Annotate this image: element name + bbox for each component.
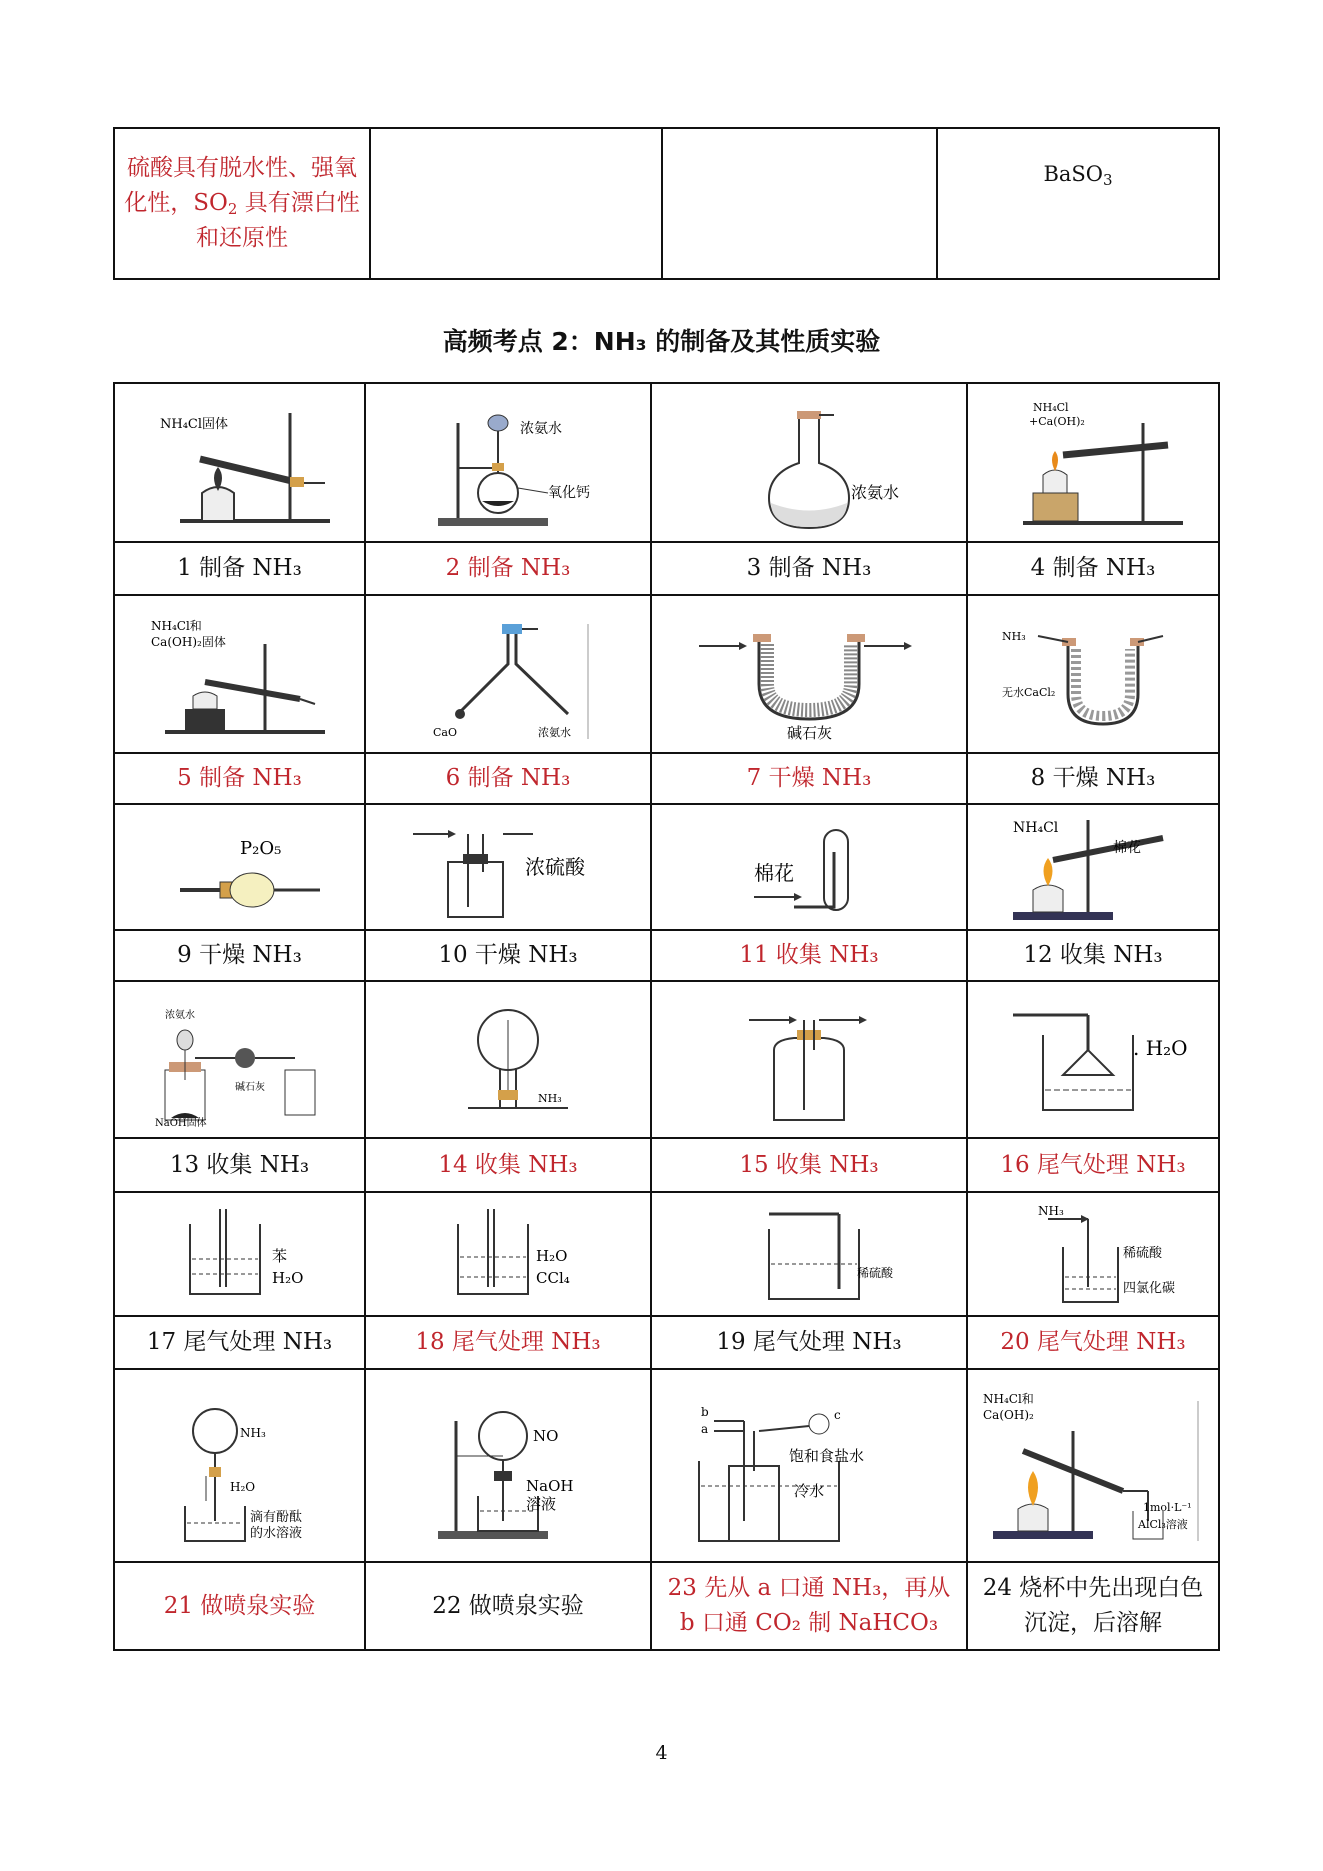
apparatus-17-icon	[140, 1199, 340, 1309]
apparatus-3-icon	[699, 393, 919, 533]
figure-16	[967, 981, 1219, 1138]
svg-text:的水溶液: 的水溶液	[249, 1525, 302, 1541]
caption-12: 12 收集 NH₃	[967, 930, 1219, 981]
svg-text:NH₃: NH₃	[239, 1425, 266, 1440]
image-row-3	[114, 804, 1219, 930]
svg-text:碱石灰: 碱石灰	[787, 724, 833, 742]
caption-1: 1 制备 NH₃	[114, 542, 365, 595]
apparatus-1-icon	[140, 393, 340, 533]
caption-4: 4 制备 NH₃	[967, 542, 1219, 595]
svg-text:无水CaCl₂: 无水CaCl₂	[1002, 686, 1056, 699]
experiment-table	[113, 382, 1220, 1651]
svg-text:c: c	[834, 1407, 841, 1422]
image-row-6	[114, 1369, 1219, 1562]
svg-text:H₂O: H₂O	[271, 1269, 303, 1287]
svg-text:碱石灰: 碱石灰	[234, 1081, 265, 1093]
caption-16: 16 尾气处理 NH₃	[967, 1138, 1219, 1192]
figure-12	[967, 804, 1219, 930]
apparatus-13-icon	[135, 990, 345, 1130]
svg-text:氧化钙: 氧化钙	[548, 484, 590, 501]
svg-text:NaOH固体: NaOH固体	[154, 1117, 207, 1129]
svg-text:NH₄Cl: NH₄Cl	[1013, 819, 1059, 836]
svg-text:NH₃: NH₃	[1002, 630, 1026, 643]
caption-5: 5 制备 NH₃	[114, 753, 365, 804]
top-cell-2	[370, 128, 662, 279]
figure-17	[114, 1192, 365, 1316]
apparatus-8-icon	[988, 604, 1198, 744]
svg-text:浓氨水: 浓氨水	[851, 482, 900, 502]
caption-18: 18 尾气处理 NH₃	[365, 1316, 651, 1369]
svg-text:NO: NO	[533, 1426, 559, 1445]
section-title: 高频考点 2：NH₃ 的制备及其性质实验	[442, 327, 881, 356]
apparatus-19-icon	[699, 1199, 919, 1309]
image-row-1	[114, 383, 1219, 542]
svg-text:冷水: 冷水	[794, 1481, 825, 1500]
caption-23: 23 先从 a 口通 NH₃，再从 b 口通 CO₂ 制 NaHCO₃	[651, 1562, 967, 1650]
caption-7: 7 干燥 NH₃	[651, 753, 967, 804]
svg-text:NH₃: NH₃	[1038, 1203, 1064, 1218]
caption-10: 10 干燥 NH₃	[365, 930, 651, 981]
apparatus-15-icon	[709, 990, 909, 1130]
image-row-2	[114, 595, 1219, 753]
figure-23	[651, 1369, 967, 1562]
figure-1	[114, 383, 365, 542]
figure-9	[114, 804, 365, 930]
svg-text:稀硫酸: 稀硫酸	[1123, 1245, 1163, 1261]
image-row-4	[114, 981, 1219, 1138]
figure-3	[651, 383, 967, 542]
apparatus-7-icon	[689, 604, 929, 744]
svg-text:H₂O: H₂O	[536, 1247, 568, 1265]
caption-9: 9 干燥 NH₃	[114, 930, 365, 981]
svg-text:1mol·L⁻¹: 1mol·L⁻¹	[1143, 1500, 1192, 1514]
figure-20	[967, 1192, 1219, 1316]
svg-text:浓硫酸: 浓硫酸	[525, 855, 585, 879]
top-table	[113, 127, 1220, 280]
top-cell-1	[114, 128, 370, 279]
svg-text:CaO: CaO	[433, 726, 457, 739]
svg-text:溶液: 溶液	[526, 1494, 557, 1513]
figure-5	[114, 595, 365, 753]
svg-text:. H₂O: . H₂O	[1133, 1035, 1188, 1060]
caption-2: 2 制备 NH₃	[365, 542, 651, 595]
caption-21: 21 做喷泉实验	[114, 1562, 365, 1650]
svg-text:P₂O₅: P₂O₅	[239, 838, 281, 859]
figure-10	[365, 804, 651, 930]
caption-20: 20 尾气处理 NH₃	[967, 1316, 1219, 1369]
apparatus-20-icon	[993, 1197, 1193, 1312]
apparatus-11-icon	[694, 812, 924, 922]
apparatus-22-icon	[408, 1381, 608, 1551]
caption-row-4	[114, 1138, 1219, 1192]
svg-text:棉花: 棉花	[754, 861, 794, 885]
apparatus-21-icon	[140, 1381, 340, 1551]
figure-19	[651, 1192, 967, 1316]
caption-8: 8 干燥 NH₃	[967, 753, 1219, 804]
figure-11	[651, 804, 967, 930]
top-cell-1-line1: 硫酸具有脱水性、强氧	[127, 155, 357, 181]
svg-text:a: a	[701, 1421, 709, 1436]
apparatus-6-icon	[398, 604, 618, 744]
caption-11: 11 收集 NH₃	[651, 930, 967, 981]
svg-text:NH₄Cl和: NH₄Cl和	[983, 1391, 1034, 1406]
figure-15	[651, 981, 967, 1138]
apparatus-10-icon	[393, 812, 623, 922]
svg-text:NH₄Cl和: NH₄Cl和	[150, 619, 202, 633]
caption-17: 17 尾气处理 NH₃	[114, 1316, 365, 1369]
caption-row-2	[114, 753, 1219, 804]
figure-14	[365, 981, 651, 1138]
figure-4	[967, 383, 1219, 542]
svg-text:稀硫酸: 稀硫酸	[857, 1266, 894, 1280]
top-cell-3	[662, 128, 937, 279]
caption-13: 13 收集 NH₃	[114, 1138, 365, 1192]
caption-15: 15 收集 NH₃	[651, 1138, 967, 1192]
svg-text:H₂O: H₂O	[229, 1479, 255, 1494]
svg-text:Ca(OH)₂固体: Ca(OH)₂固体	[150, 635, 226, 649]
caption-24: 24 烧杯中先出现白色沉淀，后溶解	[967, 1562, 1219, 1650]
svg-text:NH₄Cl: NH₄Cl	[1033, 400, 1069, 414]
caption-row-1	[114, 542, 1219, 595]
svg-text:b: b	[701, 1404, 709, 1419]
svg-text:苯: 苯	[271, 1247, 287, 1265]
apparatus-4-icon	[993, 393, 1193, 533]
top-cell-1-line2: 化性，$SO_2$ 具有漂白性	[124, 190, 360, 218]
svg-text:浓氨水: 浓氨水	[520, 420, 562, 437]
caption-row-5	[114, 1316, 1219, 1369]
apparatus-16-icon	[993, 990, 1193, 1130]
image-row-5	[114, 1192, 1219, 1316]
svg-text:+Ca(OH)₂: +Ca(OH)₂	[1029, 414, 1085, 428]
top-cell-1-line3: 和还原性	[196, 225, 288, 251]
apparatus-24-icon	[973, 1381, 1213, 1551]
page-number: 4	[655, 1742, 668, 1764]
svg-text:四氯化碳: 四氯化碳	[1123, 1280, 1176, 1296]
caption-22: 22 做喷泉实验	[365, 1562, 651, 1650]
figure-24	[967, 1369, 1219, 1562]
svg-text:Ca(OH)₂: Ca(OH)₂	[983, 1407, 1034, 1422]
apparatus-5-icon	[135, 604, 345, 744]
caption-row-3	[114, 930, 1219, 981]
caption-row-6	[114, 1562, 1219, 1650]
apparatus-9-icon	[140, 812, 340, 922]
figure-13	[114, 981, 365, 1138]
caption-6: 6 制备 NH₃	[365, 753, 651, 804]
svg-text:NH₃: NH₃	[538, 1091, 562, 1105]
figure-21	[114, 1369, 365, 1562]
figure-22	[365, 1369, 651, 1562]
svg-text:滴有酚酞: 滴有酚酞	[249, 1509, 302, 1525]
svg-text:NH₄Cl固体: NH₄Cl固体	[159, 416, 228, 432]
top-table-row	[114, 128, 1219, 279]
svg-text:棉花: 棉花	[1113, 839, 1141, 856]
figure-7	[651, 595, 967, 753]
caption-3: 3 制备 NH₃	[651, 542, 967, 595]
svg-text:浓氨水: 浓氨水	[538, 726, 571, 739]
caption-14: 14 收集 NH₃	[365, 1138, 651, 1192]
svg-text:NaOH: NaOH	[526, 1476, 574, 1495]
svg-text:CCl₄: CCl₄	[536, 1269, 570, 1287]
figure-2	[365, 383, 651, 542]
apparatus-14-icon	[408, 990, 608, 1130]
apparatus-23-icon	[689, 1381, 929, 1551]
apparatus-18-icon	[408, 1199, 608, 1309]
apparatus-2-icon	[398, 393, 618, 533]
svg-text:AlCl₃溶液: AlCl₃溶液	[1138, 1517, 1188, 1531]
figure-8	[967, 595, 1219, 753]
apparatus-12-icon	[993, 810, 1193, 925]
figure-6	[365, 595, 651, 753]
svg-text:浓氨水: 浓氨水	[164, 1009, 195, 1021]
top-cell-4: BaSO$_3$	[937, 128, 1219, 279]
figure-18	[365, 1192, 651, 1316]
svg-text:饱和食盐水: 饱和食盐水	[789, 1446, 865, 1465]
caption-19: 19 尾气处理 NH₃	[651, 1316, 967, 1369]
